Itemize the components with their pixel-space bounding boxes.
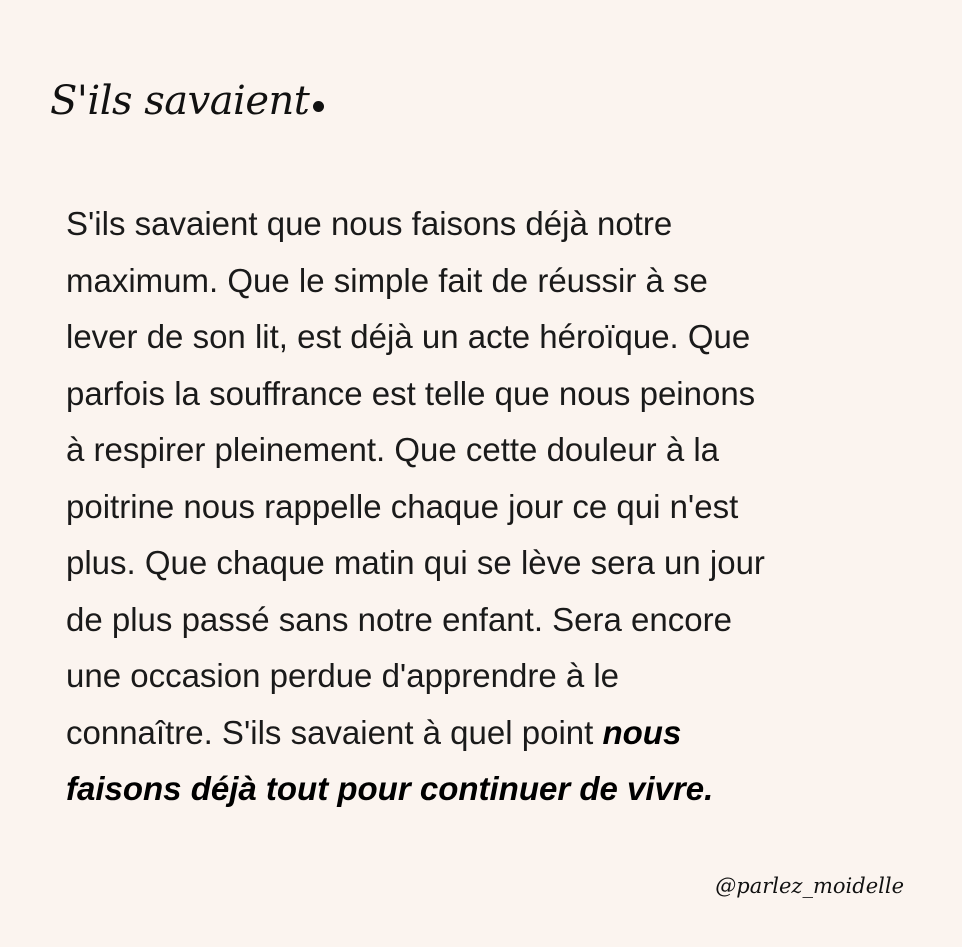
title-dot [313,101,324,112]
body-line: à respirer pleinement. Que cette douleur à la [66,431,720,468]
title-block [50,78,324,124]
body-emphasis-end: faisons déjà tout pour continuer de vivre. [66,770,714,807]
author-handle: @parlez_moidelle [715,874,904,898]
body-line: une occasion perdue d'apprendre à le [66,657,620,694]
body-line: parfois la souffrance est telle que nous peinons [66,374,756,412]
page-title: S'ils savaient [50,78,310,124]
body-paragraph [66,196,906,818]
body-line: plus. Que chaque matin qui se lève sera un jour [66,544,765,581]
body-line: S'ils savaient que nous faisons déjà notre [66,205,673,242]
body-line: de plus passé sans notre enfant. Sera encore [66,600,732,638]
body-line: lever de son lit, est déjà un acte héroïque. Que [66,318,751,355]
body-line-regular: connaître. S'ils savaient à quel point [66,713,603,751]
body-line: poitrine nous rappelle chaque jour ce qui n'est [66,487,739,525]
body-emphasis-start: nous [602,713,682,751]
body-line-mixed [66,705,906,762]
body-line: maximum. Que le simple fait de réussir à se [66,261,708,299]
